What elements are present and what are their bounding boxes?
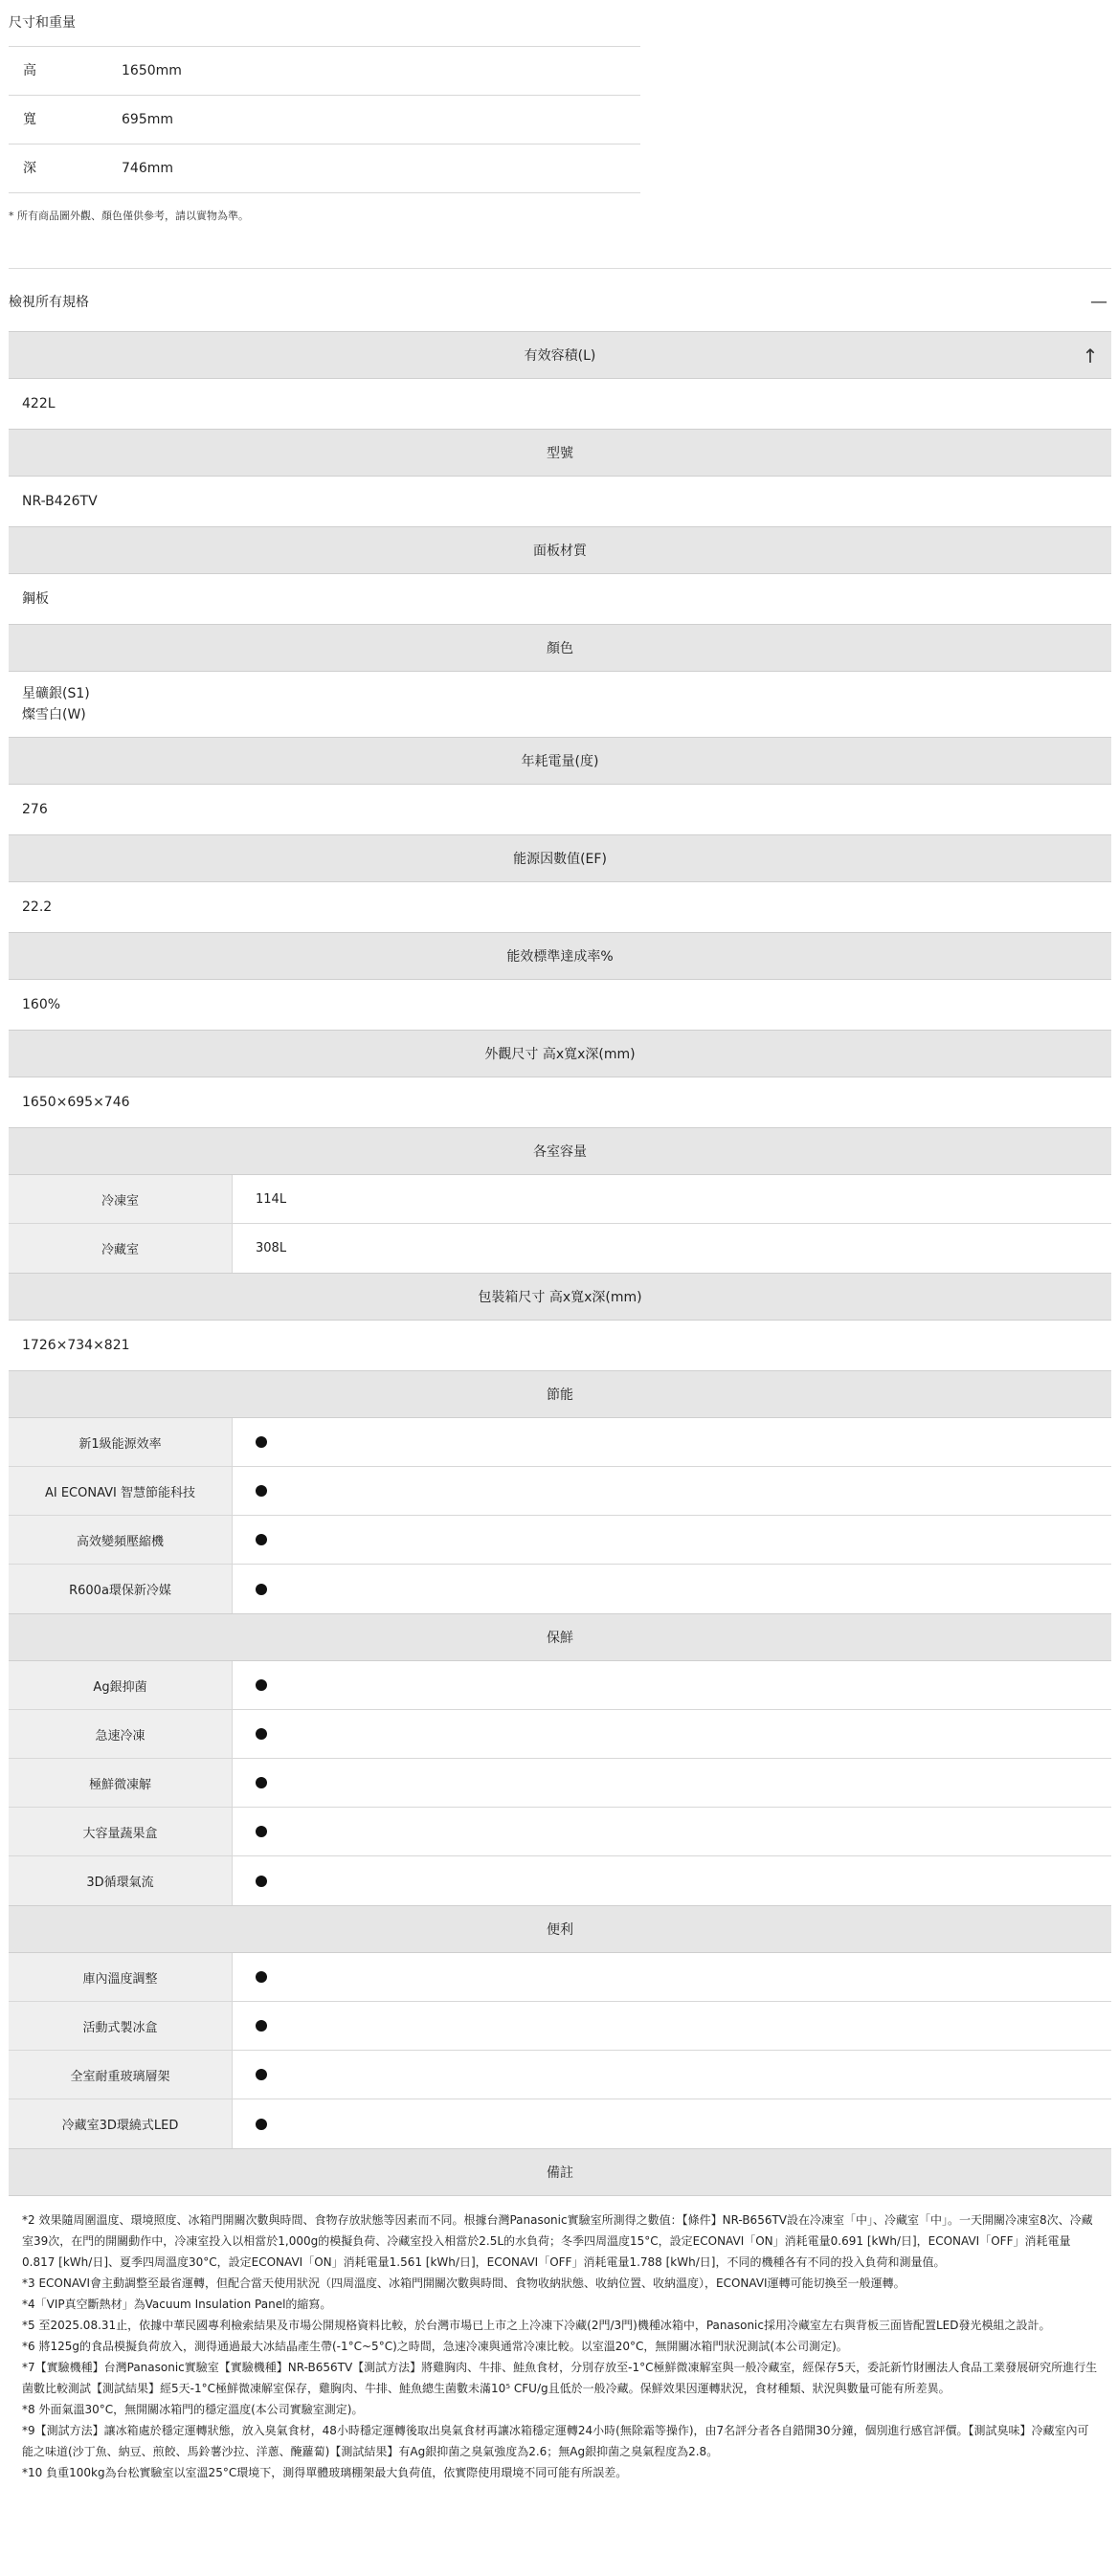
feature-dot-icon: [256, 1584, 267, 1595]
dimension-label: 高: [23, 63, 36, 78]
spec-value-model: [9, 477, 1111, 526]
table-row: [9, 1565, 1111, 1613]
footnote: *7【實驗機種】台灣Panasonic實驗室【實驗機種】NR-B656TV【測試方法】將雞胸肉、牛排、鮭魚食材，分別存放至-1°C極鮮微凍解室與一般冷藏室，經保存5天，委託新竹財團法人食品工業發展研究所進行生菌數比較測試【測試結果】經5天-1°C極鮮微凍解室保存，雞胸肉、牛排、鮭魚總生菌數未滿10⁵ CFU/g且低於一般冷藏。保鮮效果因運轉狀況，食材種類、狀況與數量可能有所差異。: [22, 2361, 1098, 2395]
feature-dot-icon: [256, 1971, 267, 1983]
feature-dot-icon: [256, 1826, 267, 1837]
spec-header-rooms: [9, 1127, 1111, 1175]
dimensions-title: 尺寸和重量: [9, 0, 640, 47]
feature-dot-icon: [256, 2069, 267, 2080]
spec-value-text: 160%: [22, 997, 61, 1012]
rooms-table: [9, 1175, 1111, 1273]
table-row: [9, 1856, 1111, 1905]
row-label: 全室耐重玻璃層架: [9, 2051, 233, 2099]
row-label: 冷凍室: [9, 1175, 233, 1223]
row-label: 庫內溫度調整: [9, 1953, 233, 2001]
spec-value-text: 276: [22, 802, 48, 817]
row-value: [233, 1808, 1111, 1855]
dimensions-section: [9, 0, 640, 223]
spec-header-size: [9, 1030, 1111, 1077]
dimension-value: 746mm: [122, 161, 173, 176]
row-value: [233, 1953, 1111, 2001]
spec-header-label: 包裝箱尺寸 高x寬x深(mm): [478, 1290, 642, 1305]
spec-header-label: 能效標準達成率%: [506, 949, 614, 965]
spec-value-size: [9, 1077, 1111, 1127]
spec-header-label: 有效容積(L): [524, 348, 596, 364]
spec-value-text: 1650×695×746: [22, 1095, 130, 1110]
table-row: [9, 1953, 1111, 2002]
table-row: [9, 2002, 1111, 2051]
fresh-table: [9, 1661, 1111, 1905]
feature-dot-icon: [256, 1876, 267, 1887]
spec-header-label: 能源因數值(EF): [513, 852, 607, 867]
spec-header-label: 面板材質: [533, 544, 587, 559]
color-option: 燦雪白(W): [22, 707, 86, 722]
row-value: [233, 2099, 1111, 2148]
spec-header-efficiency: [9, 932, 1111, 980]
dimension-row-height: [9, 47, 640, 96]
spec-value-panel: [9, 574, 1111, 624]
footnote: *8 外面氣溫30°C，無開關冰箱門的穩定溫度(本公司實驗室測定)。: [22, 2403, 364, 2416]
dimension-label: 寬: [23, 112, 36, 127]
row-label: 急速冷凍: [9, 1710, 233, 1758]
dimension-label: 深: [23, 161, 36, 176]
row-value: 114L: [256, 1191, 287, 1207]
row-label: 活動式製冰盒: [9, 2002, 233, 2050]
table-row: [9, 1467, 1111, 1516]
dimensions-disclaimer: * 所有商品圖外觀、顏色僅供參考，請以實物為準。: [9, 210, 249, 222]
spec-header-convenience: [9, 1905, 1111, 1953]
feature-dot-icon: [256, 1436, 267, 1448]
row-value: [233, 2051, 1111, 2099]
feature-dot-icon: [256, 1679, 267, 1691]
table-row: [9, 1175, 1111, 1224]
table-row: [9, 1661, 1111, 1710]
spec-value-capacity: [9, 379, 1111, 429]
arrow-up-icon[interactable]: ↑: [1082, 344, 1099, 367]
remarks-notes: [9, 2196, 1111, 2483]
convenience-table: [9, 1953, 1111, 2148]
row-value: [233, 1467, 1111, 1515]
spec-header-label: 顏色: [547, 641, 573, 656]
spec-value-energy: [9, 785, 1111, 834]
feature-dot-icon: [256, 1777, 267, 1788]
spec-header-remarks: [9, 2148, 1111, 2196]
spec-header-color: [9, 624, 1111, 672]
spec-value-text: 22.2: [22, 899, 53, 915]
table-row: [9, 1224, 1111, 1273]
color-option: 星礦銀(S1): [22, 686, 90, 701]
spec-value-text: 422L: [22, 396, 56, 411]
spec-header-panel: [9, 526, 1111, 574]
dimension-value: 695mm: [122, 112, 173, 127]
feature-dot-icon: [256, 1728, 267, 1740]
spec-header-label: 節能: [547, 1388, 573, 1403]
table-row: [9, 1516, 1111, 1565]
table-row: [9, 2051, 1111, 2099]
row-value: [233, 1710, 1111, 1758]
row-value: [233, 1516, 1111, 1564]
spec-value-text: 1726×734×821: [22, 1338, 130, 1353]
dimension-value: 1650mm: [122, 63, 182, 78]
row-value: 308L: [256, 1241, 287, 1255]
feature-dot-icon: [256, 1485, 267, 1497]
spec-header-fresh: [9, 1613, 1111, 1661]
row-label: Ag銀抑菌: [9, 1661, 233, 1709]
view-all-specs-label: 檢視所有規格: [9, 295, 89, 310]
row-value: [233, 1565, 1111, 1613]
spec-header-capacity: [9, 331, 1111, 379]
spec-value-efficiency: [9, 980, 1111, 1030]
row-label: 冷藏室: [9, 1224, 233, 1273]
saving-table: [9, 1418, 1111, 1613]
feature-dot-icon: [256, 2020, 267, 2032]
spec-header-label: 保鮮: [547, 1631, 573, 1646]
spec-header-label: 年耗電量(度): [521, 754, 599, 769]
footnote: *4「VIP真空斷熱材」為Vacuum Insulation Panel的縮寫。: [22, 2298, 332, 2311]
feature-dot-icon: [256, 2119, 267, 2130]
view-all-specs-toggle[interactable]: [9, 283, 1111, 320]
row-label: R600a環保新冷媒: [9, 1565, 233, 1613]
footnote: *5 至2025.08.31止，依據中華民國專利檢索結果及市場公開規格資料比較，於台灣市場已上市之上冷凍下冷藏(2門/3門)機種冰箱中，Panasonic採用冷藏室左右與背板三面皆配置LED發光模組之設計。: [22, 2319, 1051, 2332]
spec-value-text: NR-B426TV: [22, 494, 98, 509]
table-row: [9, 1710, 1111, 1759]
row-label: 新1級能源效率: [9, 1418, 233, 1466]
table-row: [9, 1759, 1111, 1808]
spec-header-model: [9, 429, 1111, 477]
divider: [9, 268, 1111, 269]
spec-value-ef: [9, 882, 1111, 932]
collapse-icon[interactable]: —: [1090, 291, 1107, 312]
row-value: [233, 1418, 1111, 1466]
spec-header-label: 各室容量: [533, 1144, 587, 1160]
spec-header-ef: [9, 834, 1111, 882]
spec-header-package: [9, 1273, 1111, 1321]
footnote: *6 將125g的食品模擬負荷放入，測得通過最大冰結晶產生帶(-1°C~5°C)之時間，急速冷凍與通常冷凍比較。以室溫20°C，無開關冰箱門狀況測試(本公司測定)。: [22, 2340, 848, 2353]
table-row: [9, 1808, 1111, 1856]
row-label: AI ECONAVI 智慧節能科技: [9, 1467, 233, 1515]
table-row: [9, 1418, 1111, 1467]
spec-value-text: 鋼板: [22, 591, 49, 607]
spec-value-package: [9, 1321, 1111, 1370]
row-value: [233, 1661, 1111, 1709]
dimension-row-depth: [9, 144, 640, 193]
spec-header-label: 外觀尺寸 高x寬x深(mm): [484, 1047, 636, 1062]
spec-header-saving: [9, 1370, 1111, 1418]
spec-value-color: [9, 672, 1111, 737]
footnote: *10 負重100kg為台松實驗室以室溫25°C環境下，測得單體玻璃棚架最大負荷值，依實際使用環境不同可能有所誤差。: [22, 2466, 628, 2479]
footnote: *3 ECONAVI會主動調整至最省運轉，但配合當天使用狀況（四周溫度、冰箱門開關次數與時間、食物收納狀態、收納位置、收納溫度），ECONAVI運轉可能切換至一般運轉。: [22, 2276, 906, 2290]
footnote: *2 效果隨周圍溫度、環境照度、冰箱門開關次數與時間、食物存放狀態等因素而不同。根據台灣Panasonic實驗室所測得之數值：【條件】NR-B656TV設在冷凍室「中」、冷藏室「中」。一天開關冷凍室8次、冷藏室39次，在門的開關動作中，冷凍室投入以相當於1,000g的模擬負荷、冷藏室投入相當於2.5L的水負荷；冬季四周溫度15°C，設定ECONAVI「ON」消耗電量0.691 [kWh/日]，ECONAVI「OFF」消耗電量0.817 [kWh/日]、夏季四周溫度30°C，設定ECONAVI「ON」消耗電量1.561 [kWh/日]，ECONAVI「OFF」消耗電量1.788 [kWh/日]，不同的機種各有不同的投入負荷和測量值。: [22, 2213, 1093, 2269]
row-label: 大容量蔬果盒: [9, 1808, 233, 1855]
footnote: *9【測試方法】讓冰箱處於穩定運轉狀態，放入臭氣食材，48小時穩定運轉後取出臭氣食材再讓冰箱穩定運轉24小時(無除霜等操作)，由7名評分者各自錯開30分鐘，個別進行感官評價。【測試臭味】冷藏室內可能之味道(沙丁魚、納豆、煎餃、馬鈴薯沙拉、洋蔥、醃蘿蔔)【測試結果】有Ag銀抑菌之臭氣強度為2.6；無Ag銀抑菌之臭氣程度為2.8。: [22, 2424, 1089, 2458]
row-label: 高效變頻壓縮機: [9, 1516, 233, 1564]
dimension-row-width: [9, 96, 640, 144]
spec-header-energy: [9, 737, 1111, 785]
spec-header-label: 便利: [547, 1922, 573, 1938]
row-value: [233, 1759, 1111, 1807]
row-value: [233, 1856, 1111, 1905]
spec-table: [9, 331, 1111, 2483]
spec-header-label: 備註: [547, 2165, 573, 2181]
row-label: 3D循環氣流: [9, 1856, 233, 1905]
feature-dot-icon: [256, 1534, 267, 1545]
row-label: 冷藏室3D環繞式LED: [9, 2099, 233, 2148]
spec-header-label: 型號: [547, 446, 573, 461]
row-label: 極鮮微凍解: [9, 1759, 233, 1807]
table-row: [9, 2099, 1111, 2148]
row-value: [233, 2002, 1111, 2050]
